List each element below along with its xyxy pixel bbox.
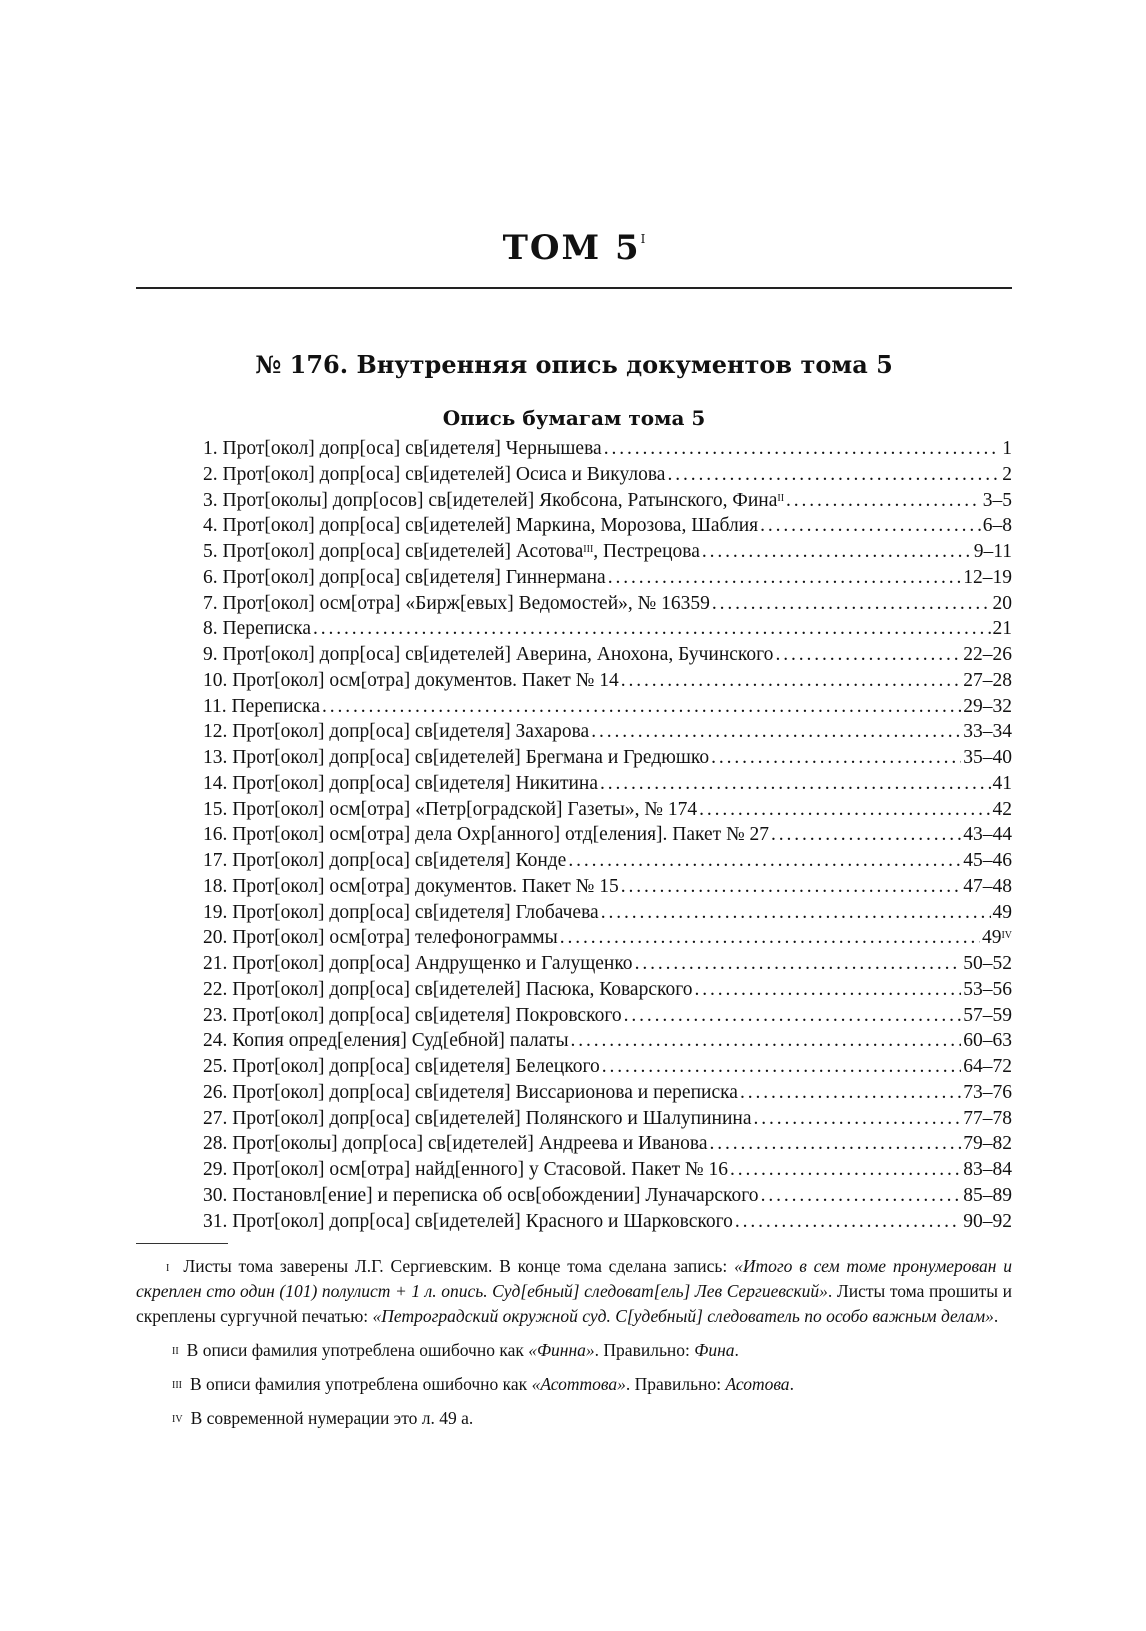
dot-leader — [322, 694, 961, 720]
footnote-mark: II — [172, 1346, 179, 1357]
inventory-item — [203, 951, 1012, 977]
footnote-text: Листы тома заверены Л.Г. Сергиевским. В конце тома сделана запись: — [183, 1256, 735, 1276]
inventory-item-pages: 2 — [1002, 463, 1012, 485]
inventory-item — [203, 1106, 1012, 1132]
inventory-item-pages: 73–76 — [963, 1081, 1012, 1103]
inventory-item — [203, 565, 1012, 591]
inventory-item-text: 19. Прот[окол] допр[оса] св[идетеля] Глобачева — [203, 901, 599, 923]
footnote — [136, 1371, 1012, 1397]
inventory-item-text: 6. Прот[окол] допр[оса] св[идетеля] Гиннермана — [203, 566, 606, 588]
inventory-item-pages: 77–78 — [963, 1107, 1012, 1129]
inventory-item-pages: 57–59 — [963, 1004, 1012, 1026]
dot-leader — [699, 797, 990, 823]
dot-leader — [621, 668, 962, 694]
inventory-item — [203, 874, 1012, 900]
inventory-item-pages: 33–34 — [963, 721, 1012, 743]
inventory-item — [203, 977, 1012, 1003]
inventory-item-text: 23. Прот[окол] допр[оса] св[идетеля] Покровского — [203, 1004, 622, 1026]
dot-leader — [786, 488, 981, 514]
inventory-item-pages: 47–48 — [963, 875, 1012, 897]
dot-leader — [571, 1028, 962, 1054]
inventory-item — [203, 591, 1012, 617]
dot-leader — [621, 874, 962, 900]
inventory-item-text: 3. Прот[околы] допр[осов] св[идетелей] Якобсона, Ратынского, Фина$^{II}$ — [203, 489, 785, 511]
inventory-item-pages: 60–63 — [963, 1030, 1012, 1052]
inventory-item-text: 25. Прот[окол] допр[оса] св[идетеля] Белецкого — [203, 1056, 600, 1077]
dot-leader — [730, 1157, 961, 1183]
footnote-text: . Правильно: — [625, 1374, 726, 1394]
volume-title-text: ТОМ 5 — [502, 228, 641, 268]
inventory-item-pages: 35–40 — [963, 747, 1012, 768]
inventory-item-pages: 85–89 — [963, 1184, 1012, 1206]
inventory-title: Опись бумагам тома 5 — [442, 406, 706, 430]
footnote-text: . — [993, 1306, 999, 1326]
inventory-item-pages: 1 — [1002, 438, 1012, 459]
inventory-item — [203, 616, 1012, 642]
inventory-item-text: 18. Прот[окол] осм[отра] документов. Пакет № 15 — [203, 875, 619, 897]
inventory-item — [203, 745, 1012, 771]
inventory-item-pages: 27–28 — [963, 669, 1012, 691]
inventory-item-text: 4. Прот[окол] допр[оса] св[идетелей] Маркина, Морозова, Шаблия — [203, 515, 759, 537]
footnote-rule — [136, 1243, 228, 1244]
inventory-item-text: 28. Прот[околы] допр[оса] св[идетелей] Андреева и Иванова — [203, 1133, 708, 1155]
footnote — [136, 1405, 1012, 1431]
inventory-item — [203, 642, 1012, 668]
inventory-item — [203, 513, 1012, 539]
inventory-item — [203, 719, 1012, 745]
inventory-item-pages: 64–72 — [963, 1056, 1012, 1077]
dot-leader — [712, 591, 991, 617]
footnote-text: . Правильно: — [594, 1340, 695, 1360]
inventory-item-pages: 22–26 — [963, 644, 1012, 665]
inventory-item-text: 24. Копия опред[еления] Суд[ебной] палаты — [203, 1030, 569, 1052]
footnote-text: В описи фамилия употреблена ошибочно как — [186, 1340, 529, 1360]
footnote-text: «Асоттова» — [531, 1374, 626, 1394]
dot-leader — [568, 848, 961, 874]
inventory-item-text: 27. Прот[окол] допр[оса] св[идетелей] Полянского и Шалупинина — [203, 1107, 752, 1129]
inventory-item-pages: 45–46 — [963, 850, 1012, 871]
inventory-item-pages: 49 — [992, 901, 1012, 923]
inventory-item — [203, 1054, 1012, 1080]
inventory-item-pages: 21 — [992, 618, 1012, 640]
inventory-item-pages: 50–52 — [963, 953, 1012, 974]
footnote-text: «Петроградский окружной суд. С[удебный] следователь по особо важным делам» — [372, 1306, 994, 1326]
document-title: № 176. Внутренняя опись документов тома 5 — [255, 350, 893, 379]
footnote-text: . — [789, 1374, 794, 1394]
footnote-text: Фина — [694, 1340, 735, 1360]
inventory-item-text: 2. Прот[окол] допр[оса] св[идетелей] Осиса и Викулова — [203, 463, 666, 485]
dot-leader — [760, 513, 981, 539]
inventory-item — [203, 1003, 1012, 1029]
inventory-item — [203, 1183, 1012, 1209]
inventory-item — [203, 668, 1012, 694]
dot-leader — [600, 771, 990, 797]
footnote-text: . — [734, 1340, 739, 1360]
inventory-item-text: 31. Прот[окол] допр[оса] св[идетелей] Красного и Шарковского — [203, 1210, 733, 1232]
footnote-text: В описи фамилия употреблена ошибочно как — [190, 1374, 532, 1394]
dot-leader — [560, 925, 980, 951]
inventory-item — [203, 925, 1012, 951]
inventory-item-text: 7. Прот[окол] осм[отра] «Бирж[евых] Ведомостей», № 16359 — [203, 592, 710, 614]
inventory-item — [203, 797, 1012, 823]
inventory-item-text: 21. Прот[окол] допр[оса] Андрущенко и Галущенко — [203, 953, 633, 974]
footnote-ref: II — [777, 492, 785, 504]
inventory-item — [203, 488, 1012, 514]
inventory-item — [203, 1131, 1012, 1157]
inventory-item-pages: $49^{IV}$ — [981, 927, 1012, 949]
footnote-ref: III — [583, 544, 594, 555]
footnote-ref: I — [640, 232, 646, 246]
inventory-item-text: 8. Переписка — [203, 618, 312, 640]
footnote-text: Асотова — [725, 1374, 790, 1394]
inventory-item-text: 20. Прот[окол] осм[отра] телефонограммы — [203, 927, 558, 949]
inventory-item — [203, 694, 1012, 720]
inventory-item-pages: 83–84 — [963, 1159, 1012, 1180]
footnote-text: «Финна» — [528, 1340, 595, 1360]
inventory-item-pages: 90–92 — [963, 1210, 1012, 1232]
dot-leader — [761, 1183, 962, 1209]
inventory-item-text: 22. Прот[окол] допр[оса] св[идетелей] Пасюка, Коварского — [203, 978, 693, 1000]
footnote-text: . Листы тома прошиты и скреплены сургучной печатью: — [136, 1281, 1012, 1326]
inventory-item-text: 10. Прот[окол] осм[отра] документов. Пакет № 14 — [203, 669, 619, 691]
footnote-mark: IV — [172, 1414, 183, 1425]
footnote — [136, 1254, 1012, 1329]
inventory-item-text: 17. Прот[окол] допр[оса] св[идетеля] Конде — [203, 850, 567, 871]
inventory-item — [203, 1157, 1012, 1183]
inventory-item — [203, 436, 1012, 462]
inventory-item-pages: 12–19 — [963, 566, 1012, 588]
inventory-item-pages: 6–8 — [982, 515, 1012, 537]
dot-leader — [608, 565, 962, 591]
dot-leader — [710, 1131, 962, 1157]
footnote-ref: IV — [1001, 930, 1012, 942]
inventory-item — [203, 539, 1012, 565]
inventory-item-pages: 9–11 — [973, 541, 1012, 562]
inventory-item-pages: 41 — [992, 772, 1012, 794]
inventory-item-text: 1. Прот[окол] допр[оса] св[идетеля] Чернышева — [203, 438, 602, 459]
dot-leader — [735, 1209, 961, 1235]
footnote-mark: III — [172, 1380, 182, 1391]
inventory-item-pages: 29–32 — [963, 695, 1012, 717]
dot-leader — [754, 1106, 962, 1132]
dot-leader — [740, 1080, 961, 1106]
dot-leader — [591, 719, 961, 745]
inventory-item-pages: 20 — [992, 592, 1012, 614]
volume-title — [136, 228, 1012, 268]
dot-leader — [775, 642, 961, 668]
inventory-item — [203, 822, 1012, 848]
inventory-list — [203, 436, 1012, 1234]
dot-leader — [695, 977, 962, 1003]
inventory-item-pages: 43–44 — [963, 824, 1012, 846]
inventory-item-pages: 3–5 — [982, 489, 1012, 511]
inventory-item-text: 12. Прот[окол] допр[оса] св[идетеля] Захарова — [203, 721, 590, 743]
dot-leader — [602, 1054, 962, 1080]
inventory-item-text: 14. Прот[окол] допр[оса] св[идетеля] Никитина — [203, 772, 599, 794]
footnotes — [136, 1254, 1012, 1431]
inventory-item — [203, 462, 1012, 488]
inventory-item — [203, 1080, 1012, 1106]
dot-leader — [667, 462, 1000, 488]
inventory-item-pages: 53–56 — [963, 978, 1012, 1000]
dot-leader — [313, 616, 990, 642]
dot-leader — [711, 745, 961, 771]
inventory-item — [203, 848, 1012, 874]
inventory-item — [203, 1028, 1012, 1054]
inventory-item-text: 15. Прот[окол] осм[отра] «Петр[оградской] Газеты», № 174 — [203, 798, 698, 820]
inventory-item-text: 5. Прот[окол] допр[оса] св[идетелей] Асотова$^{III}$, Пестрецова — [203, 541, 700, 562]
footnote-text: В современной нумерации это л. 49 а. — [190, 1408, 474, 1428]
footnote — [136, 1337, 1012, 1363]
inventory-item-text: 9. Прот[окол] допр[оса] св[идетелей] Аверина, Анохона, Бучинского — [203, 644, 774, 665]
inventory-item-text: 16. Прот[окол] осм[отра] дела Охр[анного] отд[еления]. Пакет № 27 — [203, 824, 770, 846]
dot-leader — [771, 822, 961, 848]
dot-leader — [601, 900, 991, 926]
dot-leader — [624, 1003, 962, 1029]
title-rule — [136, 287, 1012, 289]
inventory-item-pages: 42 — [992, 798, 1012, 820]
inventory-item-text: 29. Прот[окол] осм[отра] найд[енного] у Стасовой. Пакет № 16 — [203, 1159, 728, 1180]
footnote-text: «Итого в сем томе пронумерован и скреплен сто один (101) полулист + 1 л. опись. Суд[ебный] следоват[ель] Лев Сергиевский» — [136, 1256, 1012, 1301]
inventory-item — [203, 900, 1012, 926]
inventory-item-text: 30. Постановл[ение] и переписка об осв[обождении] Луначарского — [203, 1184, 759, 1206]
inventory-item-text: 13. Прот[окол] допр[оса] св[идетелей] Брегмана и Гредюшко — [203, 747, 710, 768]
inventory-item-text: 26. Прот[окол] допр[оса] св[идетеля] Виссарионова и переписка — [203, 1081, 738, 1103]
inventory-item — [203, 1209, 1012, 1235]
inventory-item — [203, 771, 1012, 797]
dot-leader — [702, 539, 972, 565]
footnote-mark: I — [166, 1263, 170, 1274]
dot-leader — [604, 436, 1001, 462]
inventory-item-pages: 79–82 — [963, 1133, 1012, 1155]
inventory-item-text: 11. Переписка — [203, 695, 321, 717]
dot-leader — [635, 951, 962, 977]
